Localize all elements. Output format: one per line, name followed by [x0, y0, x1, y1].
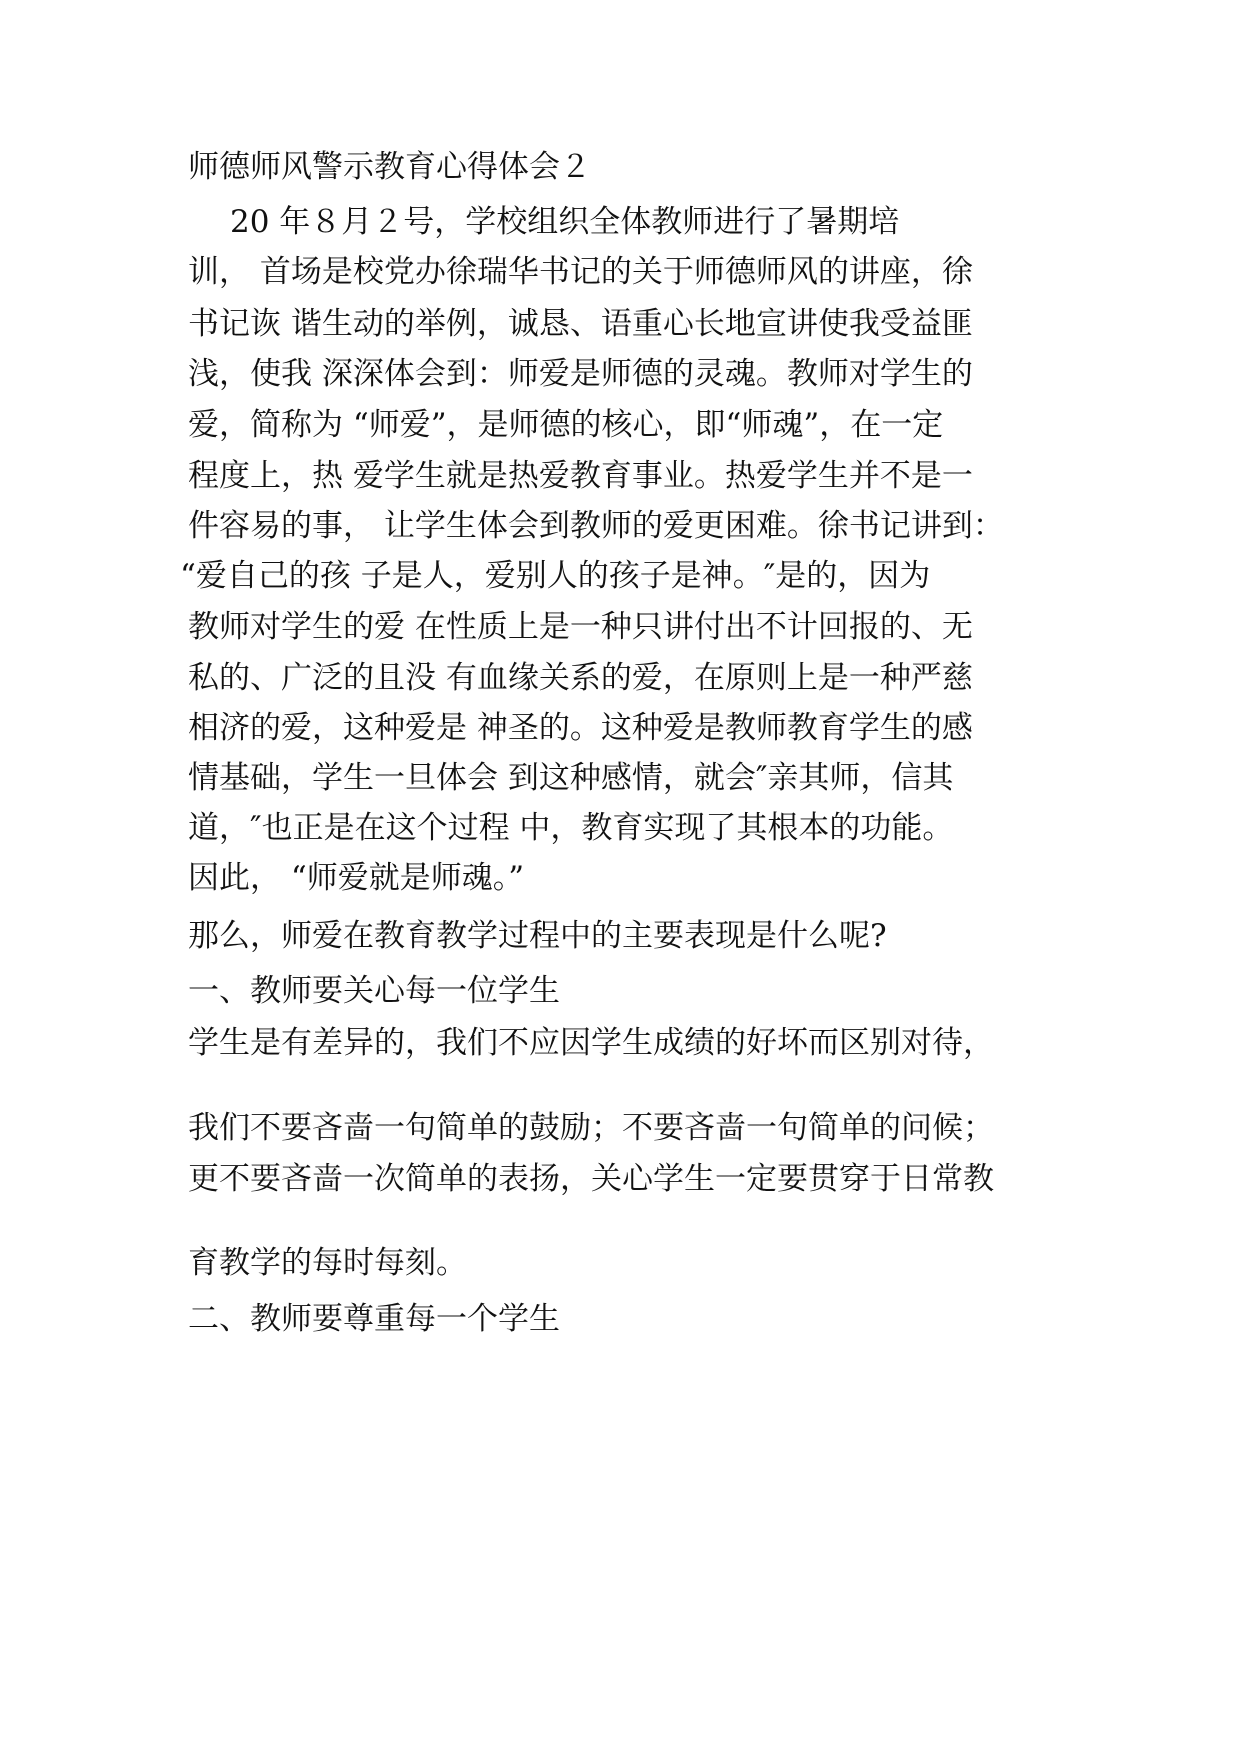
section-1-line: 更不要吝啬一次简单的表扬，关心学生一定要贯穿于日常教 [188, 1161, 994, 1197]
paragraph-line: 因此， “师爱就是师魂。” [188, 860, 525, 896]
paragraph-line: “爱自己的孩 子是人，爱别人的孩子是神。″是的，因为 [180, 558, 931, 594]
paragraph-line: 私的、广泛的且没 有血缘关系的爱，在原则上是一种严慈 [188, 660, 973, 696]
paragraph-line: 书记诙 谐生动的举例，诚恳、语重心长地宣讲使我受益匪 [188, 306, 973, 342]
paragraph-line: 爱，简称为 “师爱”，是师德的核心，即“师魂”，在一定 [188, 407, 944, 443]
section-1-line: 学生是有差异的，我们不应因学生成绩的好坏而区别对待， [188, 1025, 994, 1061]
section-1-line: 育教学的每时每刻。 [188, 1245, 467, 1281]
paragraph-line: 相济的爱，这种爱是 神圣的。这种爱是教师教育学生的感 [188, 710, 973, 746]
paragraph-line: 件容易的事， 让学生体会到教师的爱更困难。徐书记讲到： [188, 508, 1004, 544]
paragraph-line: 情基础，学生一旦体会 到这种感情，就会″亲其师，信其 [188, 760, 954, 796]
paragraph-line: 浅，使我 深深体会到：师爱是师德的灵魂。教师对学生的 [188, 356, 973, 392]
paragraph-line: 道，″也正是在这个过程 中，教育实现了其根本的功能。 [188, 810, 954, 846]
section-1-line: 我们不要吝啬一句简单的鼓励；不要吝啬一句简单的问候； [188, 1110, 994, 1146]
paragraph-line: 教师对学生的爱 在性质上是一种只讲付出不计回报的、无 [188, 609, 973, 645]
document-title: 师德师风警示教育心得体会２ [188, 149, 591, 185]
paragraph-line: 20 年８月２号，学校组织全体教师进行了暑期培 [230, 204, 900, 240]
section-heading-1: 一、教师要关心每一位学生 [188, 973, 560, 1009]
question-line: 那么，师爱在教育教学过程中的主要表现是什么呢? [188, 918, 887, 954]
paragraph-line: 程度上，热 爱学生就是热爱教育事业。热爱学生并不是一 [188, 458, 973, 494]
section-heading-2: 二、教师要尊重每一个学生 [188, 1301, 560, 1337]
paragraph-line: 训， 首场是校党办徐瑞华书记的关于师德师风的讲座，徐 [188, 254, 973, 290]
